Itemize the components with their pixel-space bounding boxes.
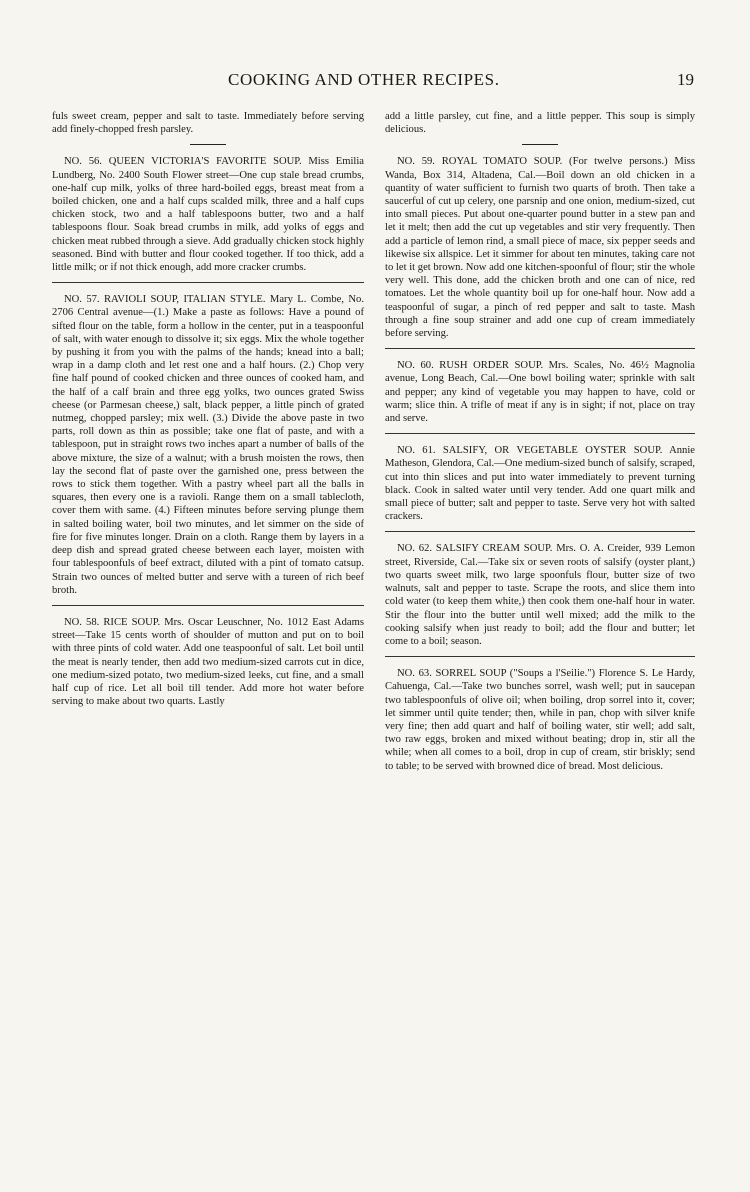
page-number: 19 <box>677 70 694 89</box>
recipe-63: NO. 63. SORREL SOUP ("Soups a l'Seilie.") Florence S. Le Hardy, Cahuenga, Cal.—Take two bunches sorrel, wash well; put in saucepan two tablespoonfuls of olive oil; when boiling, drop sorrel into it, cover; let simmer until quite tender; then, while in pan, chop with silver knife very fine; then add quart and half of boiling water, stir well; add salt, two raw eggs, broken and mixed without beating; drop in, stir all the while; when all comes to a boil, drop in cup of cream, stir briskly; send to table; to be served with browned dice of bread. Most delicious. <box>385 668 695 772</box>
left-column <box>52 110 364 708</box>
recipe-divider <box>385 531 695 532</box>
recipe-58-continuation: add a little parsley, cut fine, and a little pepper. This soup is simply delicious. <box>385 111 695 136</box>
recipe-divider <box>52 282 364 283</box>
recipe-divider <box>385 348 695 349</box>
intro-continuation: fuls sweet cream, pepper and salt to taste. Immediately before serving add finely-chopped fresh parsley. <box>52 111 364 136</box>
page-header <box>0 70 750 98</box>
recipe-56: NO. 56. QUEEN VICTORIA'S FAVORITE SOUP. Miss Emilia Lundberg, No. 2400 South Flower street—One cup stale bread crumbs, one-half cup milk, yolks of three hard-boiled eggs, breast meat from a boiled chicken, one and a half cups scalded milk, three and a half cups chicken stock, two and a half tablespoons butter, two and a half tablespoons flour. Soak bread crumbs in milk, add yolks of eggs and chicken meat rubbed through a sieve. Add gradually chicken stock highly seasoned. Bind with butter and flour cooked together. If too thick, add a little milk; or if not thick enough, add more cracker crumbs. <box>52 156 364 274</box>
section-divider <box>522 144 558 145</box>
recipe-divider <box>385 433 695 434</box>
recipe-divider <box>385 656 695 657</box>
section-divider <box>190 144 226 145</box>
recipe-61: NO. 61. SALSIFY, OR VEGETABLE OYSTER SOUP. Annie Matheson, Glendora, Cal.—One medium-sized bunch of salsify, scraped, cut into thin slices and put into water immediately to prevent turning black. Cook in salted water until very tender. Add one quart milk and small piece of butter; salt and pepper to taste. Serve very hot with salted crackers. <box>385 445 695 523</box>
recipe-59: NO. 59. ROYAL TOMATO SOUP. (For twelve persons.) Miss Wanda, Box 314, Altadena, Cal.—Boil down an old chicken in a quantity of water sufficient to furnish two quarts of broth. Then take a saucerful of cut up celery, one parsnip and one onion, medium-sized, cut into small pieces. Put about one-quarter pound butter in a stew pan and let it melt; then add the cut up vegetables and stir very frequently. Then add a particle of lemon rind, a small piece of mace, six pepper seeds and likewise six allspice. Let it simmer for about ten minutes, taking care not to let it get brown. Now add one kitchen-spoonful of flour; stir the whole very well. This done, add the chicken broth and one can of nice, red tomatoes. Let the whole quantity boil up for one-half hour. Now add a teaspoonful of sugar, a pinch of red pepper and salt to taste. Mash through a fine soup strainer and add one cup of cream immediately before serving. <box>385 156 695 340</box>
recipe-62: NO. 62. SALSIFY CREAM SOUP. Mrs. O. A. Creider, 939 Lemon street, Riverside, Cal.—Take six or seven roots of salsify (oyster plant,) two quarts sweet milk, two large spoonfuls flour, butter size of two walnuts, salt and pepper to taste. Scrape the roots, and slice them into cold water (to keep them white,) then cook them one-half hour in water. Stir the flour into the butter until well mixed; add the milk to the cooking salsify when just ready to boil; add the flour and butter; let come to a boil; season. <box>385 543 695 647</box>
recipe-58: NO. 58. RICE SOUP. Mrs. Oscar Leuschner, No. 1012 East Adams street—Take 15 cents worth of shoulder of mutton and put on to boil with three pints of cold water. Add one teaspoonful of salt. Let boil until the meat is nearly tender, then add two medium-sized carrots cut in dice, one medium-sized potato, two medium-sized leeks, cut fine, and a small half cup of rice. Let all boil till tender. Add more hot water before serving to make about two quarts. Lastly <box>52 616 364 708</box>
recipe-57: NO. 57. RAVIOLI SOUP, ITALIAN STYLE. Mary L. Combe, No. 2706 Central avenue—(1.) Make a paste as follows: Have a pound of sifted flour on the table, form a hollow in the center, put in a teaspoonful of salt, with water enough to dissolve it; six eggs. Mix the whole together by pushing it from you with the palms of the hands; knead into a ball; wrap in a damp cloth and let rest one and a half hours. (2.) Chop very fine half pound of cooked chicken and three ounces of cooked ham, and the half of a calf brain and three egg yolks, two ounces grated Swiss cheese (or Parmesan cheese,) salt, black pepper, a little pinch of grated nutmeg, chopped parsley; mix well. (3.) Divide the above paste in two parts, roll down as thin as possible; take one flat of paste, and with a tablespoon, put in straight rows two inches apart a number of balls of the above mixture, the size of a walnut; with a brush moisten the rows, then lay the second flat of paste over the garnished one, press between the rows to stick them together. With a pastry wheel part all the balls in squares, then every one is a ravioli. Range them on a small tablecloth, cover them with same. (4.) Fifteen minutes before serving plunge them in salted boiling water, boil two minutes, and let simmer on the side of fire for five minutes longer. Drain on a cloth. Range them by layers in a deep dish and spread grated cheese between each layer, moisten with four tablespoonfuls of beef extract, diluted with a pint of tomato catsup. Strain two ounces of melted butter and serve with a tureen of rich beef broth. <box>52 294 364 596</box>
right-column <box>385 110 695 773</box>
recipe-60: NO. 60. RUSH ORDER SOUP. Mrs. Scales, No. 46½ Magnolia avenue, Long Beach, Cal.—One bowl boiling water; sprinkle with salt and pepper; any kind of vegetable you may happen to have, cold or warm; slice thin. A trifle of meat if any is in sight; if not, place on tray and serve. <box>385 360 695 425</box>
recipe-divider <box>52 605 364 606</box>
running-title: COOKING AND OTHER RECIPES. <box>228 70 500 89</box>
